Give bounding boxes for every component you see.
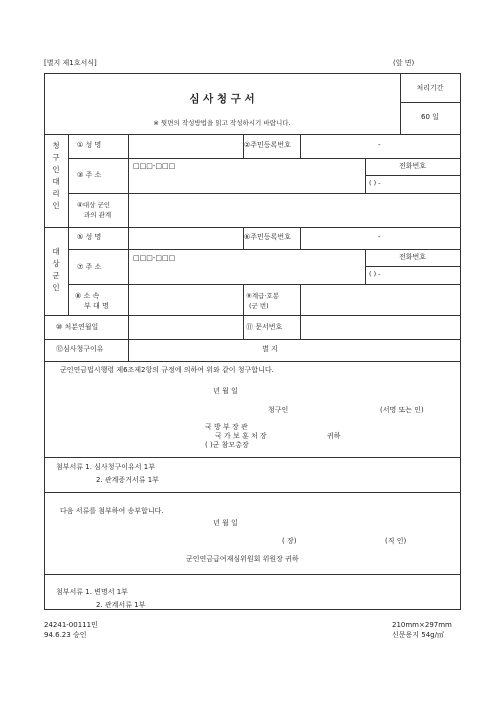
declaration-sign-note: (서명 또는 인) — [380, 406, 424, 414]
doc-no-label: ⑪ 문서번호 — [246, 323, 283, 331]
forwarding-date-line: 년 월 일 — [213, 519, 238, 527]
footer-code: 24241-00111민 — [44, 621, 98, 629]
addressee-veterans: 국 가 보 훈 처 장 — [215, 432, 267, 440]
form-title: 심 사 청 구 서 — [189, 93, 255, 105]
attachment-1-item-1: 첨부서류 1. 심사청구이유서 1부 — [56, 463, 155, 471]
declaration-statement: 군인연금법시행령 제6조제2항의 규정에 의하여 위와 같이 청구합니다. — [60, 366, 274, 374]
subject-unit-label-1: ⑧ 소 속 — [75, 292, 100, 300]
disposition-date-label: ⑩ 처분연월일 — [56, 323, 99, 331]
subject-rank-label-1: ⑨계급·호봉 — [246, 292, 280, 300]
attachment-2-item-2: 2. 관계서류 1부 — [96, 601, 146, 609]
claimant-phone-format: ( ) - — [369, 179, 381, 187]
forwarding-officer: ( 장) — [282, 537, 297, 545]
claimant-phone-label: 전화번호 — [398, 162, 427, 170]
instruction-note: ※ 뒷면의 작성방법을 읽고 작성하시기 바랍니다. — [153, 119, 291, 127]
claimant-relation-label-1: ④대상 군인 — [77, 201, 111, 209]
side-label: (앞 면) — [393, 59, 415, 67]
claimant-group-label: 청구인대리인 — [52, 141, 60, 210]
attachment-1-item-2: 2. 관계증거서류 1부 — [96, 476, 159, 484]
attachment-2-item-1: 첨부서류 1. 변명서 1부 — [56, 588, 128, 596]
claimant-address-label: ③ 주 소 — [77, 171, 102, 179]
claimant-rrn-dash: - — [378, 141, 381, 149]
addressee-chief: ( )군 참모총장 — [205, 441, 249, 449]
footer-approval: 94.6.23 승인 — [44, 631, 87, 639]
subject-phone-format: ( ) - — [369, 270, 381, 278]
claimant-rrn-label: ②주민등록번호 — [244, 141, 291, 149]
subject-address-label: ⑦ 주 소 — [77, 263, 102, 271]
subject-unit-label-2: 부 대 명 — [84, 302, 109, 310]
declaration-claimant-label: 청구인 — [268, 406, 289, 414]
addressee-honorific: 귀하 — [327, 432, 341, 440]
subject-rrn-dash: - — [378, 233, 381, 241]
claimant-postal: □□□-□□□ — [133, 162, 176, 170]
claimant-relation-label-2: 과의 관계 — [84, 211, 112, 219]
forwarding-addressee: 군인연금급여재심위원회 위원장 귀하 — [186, 555, 299, 563]
form-label: [별지 제1호서식] — [44, 59, 97, 67]
forwarding-statement: 다음 서류를 첨부하여 송부합니다. — [60, 507, 164, 515]
claimant-name-label: ① 성 명 — [77, 141, 102, 149]
addressee-minister: 국 방 부 장 관 — [205, 423, 248, 431]
forwarding-seal: (직 인) — [385, 537, 407, 545]
subject-phone-label: 전화번호 — [398, 253, 427, 261]
subject-name-label: ⑤ 성 명 — [77, 233, 102, 241]
form-frame — [44, 73, 461, 610]
footer-paper: 신문용지 54g/㎡ — [392, 631, 444, 639]
reason-label: ⑫심사청구이유 — [56, 345, 104, 353]
subject-postal: □□□-□□□ — [133, 254, 176, 262]
processing-period-label: 처리기간 — [416, 84, 444, 92]
subject-group-label: 대상군인 — [52, 247, 60, 292]
declaration-date-line: 년 월 일 — [213, 387, 238, 395]
footer-size: 210mm×297mm — [392, 621, 452, 629]
subject-rank-label-2: (군 번) — [249, 302, 269, 310]
processing-period-value: 60 일 — [421, 113, 439, 121]
subject-rrn-label: ⑥주민등록번호 — [244, 233, 291, 241]
reason-value: 별 지 — [262, 345, 278, 353]
